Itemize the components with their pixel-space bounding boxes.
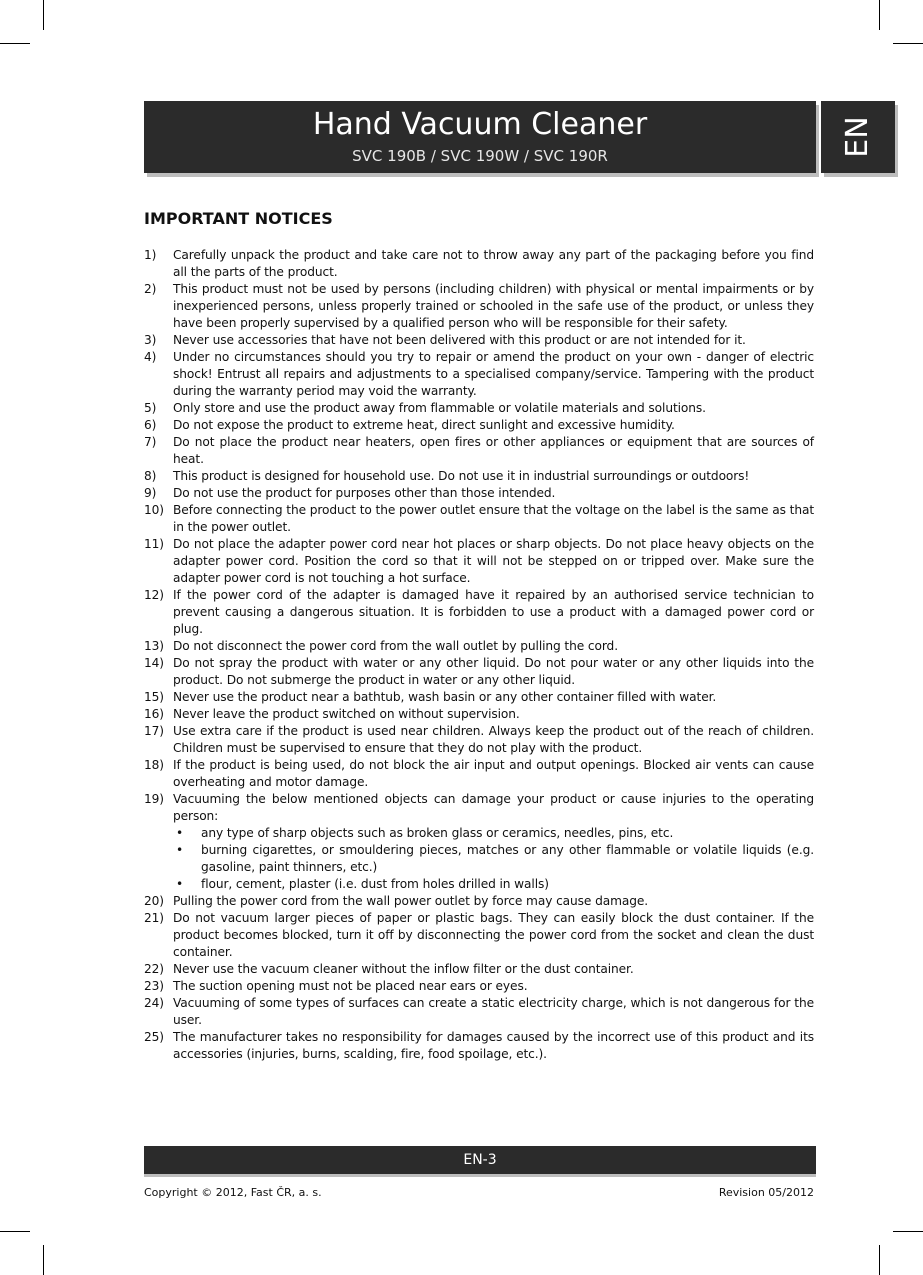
notice-item	[144, 502, 814, 536]
notice-item	[144, 247, 814, 281]
copyright-text: Copyright © 2012, Fast ČR, a. s.	[144, 1186, 322, 1199]
notice-text: Do not vacuum larger pieces of paper or plastic bags. They can easily block the dust container. If the product becomes blocked, turn it off by disconnecting the power cord from the socket and clean the dust container.	[173, 911, 814, 959]
notice-number: 5)	[144, 401, 157, 415]
bullet-item: • burning cigarettes, or smouldering pieces, matches or any other flammable or volatile liquids (e.g. gasoline, paint thinners, etc.)	[173, 842, 814, 876]
notice-item	[144, 689, 814, 706]
crop-mark	[0, 43, 30, 44]
notice-item	[144, 978, 814, 995]
notice-text: Do not use the product for purposes other than those intended.	[173, 486, 556, 500]
crop-mark	[893, 43, 923, 44]
notice-number: 21)	[144, 911, 164, 925]
notice-number: 15)	[144, 690, 164, 704]
notice-item	[144, 485, 814, 502]
notice-number: 9)	[144, 486, 157, 500]
notice-item	[144, 893, 814, 910]
notice-item	[144, 587, 814, 638]
notice-text: If the product is being used, do not block the air input and output openings. Blocked air vents can cause overheating and motor damage.	[173, 758, 814, 789]
revision-text: Revision 05/2012	[718, 1186, 814, 1199]
bullet-item: • flour, cement, plaster (i.e. dust from holes drilled in walls)	[173, 876, 814, 893]
notice-number: 10)	[144, 503, 164, 517]
notice-item	[144, 468, 814, 485]
notice-text: The suction opening must not be placed near ears or eyes.	[173, 979, 528, 993]
notice-text: Do not place the adapter power cord near hot places or sharp objects. Do not place heavy objects on the adapter power cord. Position the cord so that it will not be stepped on or tripped over. Make sure the adapter power cord is not touching a hot surface.	[173, 537, 814, 585]
notice-text: If the power cord of the adapter is damaged have it repaired by an authorised service technician to prevent causing a dangerous situation. It is forbidden to use a product with a damaged power cord or plug.	[173, 588, 814, 636]
notice-text: Pulling the power cord from the wall power outlet by force may cause damage.	[173, 894, 649, 908]
crop-mark	[879, 1245, 880, 1275]
notice-text: Before connecting the product to the power outlet ensure that the voltage on the label is the same as that in the power outlet.	[173, 503, 814, 534]
notice-number: 13)	[144, 639, 164, 653]
notice-number: 25)	[144, 1030, 164, 1044]
notice-number: 6)	[144, 418, 157, 432]
notice-text: Do not disconnect the power cord from the wall outlet by pulling the cord.	[173, 639, 618, 653]
crop-mark	[43, 1245, 44, 1275]
notice-number: 3)	[144, 333, 157, 347]
page-number: EN-3	[144, 1146, 816, 1174]
crop-mark	[0, 1231, 30, 1232]
notices-list	[144, 247, 814, 1063]
notice-item	[144, 655, 814, 689]
notice-number: 20)	[144, 894, 164, 908]
notice-item	[144, 332, 814, 349]
model-numbers: SVC 190B / SVC 190W / SVC 190R	[352, 147, 608, 165]
notice-item	[144, 961, 814, 978]
notice-text: Never use accessories that have not been delivered with this product or are not intended for it.	[173, 333, 746, 347]
notice-item	[144, 910, 814, 961]
notice-text: This product must not be used by persons (including children) with physical or mental impairments or by inexperienced persons, unless properly trained or schooled in the safe use of the product, or unless they have been properly supervised by a qualified person who will be responsible for their safety.	[173, 282, 814, 330]
notice-text: Under no circumstances should you try to repair or amend the product on your own - danger of electric shock! Entrust all repairs and adjustments to a specialised company/service. Tampering with the product during the warranty period may void the warranty.	[173, 350, 814, 398]
notice-item	[144, 417, 814, 434]
section-title: IMPORTANT NOTICES	[144, 209, 333, 228]
notice-number: 7)	[144, 435, 157, 449]
notice-number: 8)	[144, 469, 157, 483]
notice-item	[144, 349, 814, 400]
notice-text: Vacuuming of some types of surfaces can create a static electricity charge, which is not dangerous for the user.	[173, 996, 814, 1027]
bullet-item: • any type of sharp objects such as broken glass or ceramics, needles, pins, etc.	[173, 825, 814, 842]
language-label: EN	[840, 116, 875, 158]
notice-text: Never use the product near a bathtub, wash basin or any other container filled with water.	[173, 690, 717, 704]
crop-mark	[879, 0, 880, 30]
notice-text: Only store and use the product away from flammable or volatile materials and solutions.	[173, 401, 706, 415]
document-title: Hand Vacuum Cleaner	[312, 107, 648, 142]
notice-text: Never leave the product switched on without supervision.	[173, 707, 520, 721]
notice-number: 2)	[144, 282, 157, 296]
notice-text: Do not spray the product with water or any other liquid. Do not pour water or any other liquids into the product. Do not submerge the product in water or any other liquid.	[173, 656, 814, 687]
notice-text: Do not place the product near heaters, open fires or other appliances or equipment that are sources of heat.	[173, 435, 814, 466]
notice-item	[144, 757, 814, 791]
notice-item	[144, 1029, 814, 1063]
notice-item	[144, 995, 814, 1029]
bullet-list	[173, 825, 814, 893]
notice-item	[144, 281, 814, 332]
notice-text: Never use the vacuum cleaner without the inflow filter or the dust container.	[173, 962, 634, 976]
header-banner	[144, 101, 816, 173]
notice-number: 17)	[144, 724, 164, 738]
notice-text: This product is designed for household use. Do not use it in industrial surroundings or outdoors!	[173, 469, 750, 483]
notice-text: Use extra care if the product is used near children. Always keep the product out of the reach of children. Children must be supervised to ensure that they do not play with the product.	[173, 724, 814, 755]
notice-text: Carefully unpack the product and take care not to throw away any part of the packaging before you find all the parts of the product.	[173, 248, 814, 279]
notice-number: 23)	[144, 979, 164, 993]
notice-number: 11)	[144, 537, 164, 551]
notice-number: 24)	[144, 996, 164, 1010]
notice-number: 22)	[144, 962, 164, 976]
notice-item	[144, 434, 814, 468]
notice-item	[144, 400, 814, 417]
language-tab	[821, 101, 895, 173]
notice-text: The manufacturer takes no responsibility for damages caused by the incorrect use of this product and its accessories (injuries, burns, scalding, fire, food spoilage, etc.).	[173, 1030, 814, 1061]
notice-number: 4)	[144, 350, 157, 364]
notice-number: 18)	[144, 758, 164, 772]
notice-text: Vacuuming the below mentioned objects can damage your product or cause injuries to the operating person:	[173, 792, 814, 823]
notice-text: Do not expose the product to extreme heat, direct sunlight and excessive humidity.	[173, 418, 675, 432]
crop-mark	[893, 1231, 923, 1232]
notice-number: 12)	[144, 588, 164, 602]
notice-number: 19)	[144, 792, 164, 806]
notice-item	[144, 536, 814, 587]
notice-number: 16)	[144, 707, 164, 721]
notice-number: 14)	[144, 656, 164, 670]
notice-number: 1)	[144, 248, 157, 262]
notice-item	[144, 791, 814, 893]
notice-item	[144, 638, 814, 655]
notice-item	[144, 706, 814, 723]
notice-item	[144, 723, 814, 757]
crop-mark	[43, 0, 44, 30]
